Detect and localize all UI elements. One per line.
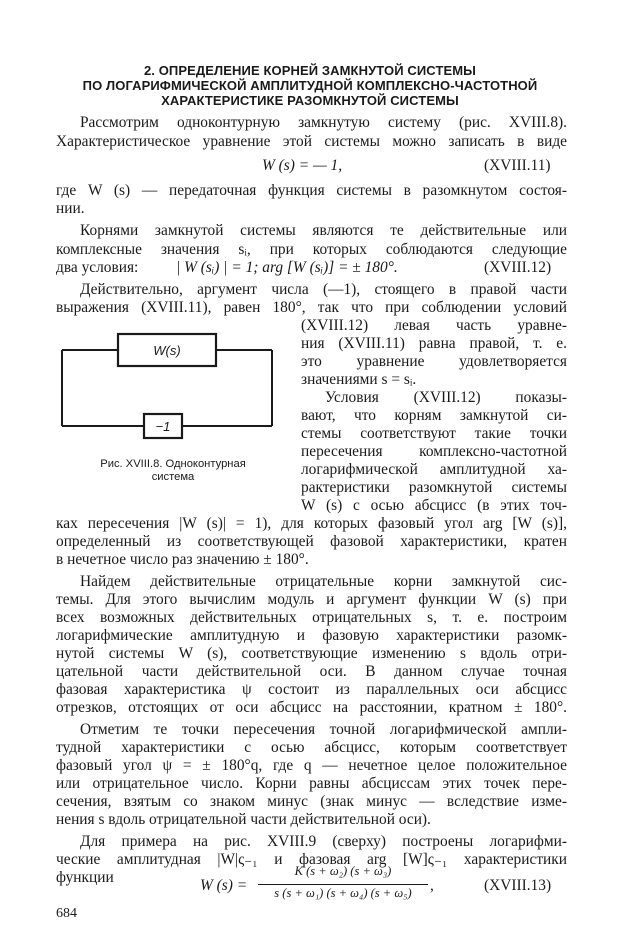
paragraph-line: ния (XVIII.11) равна правой, т. е.: [301, 335, 567, 352]
paragraph-line: в нечетное число раз значению ± 180°.: [56, 551, 309, 568]
equation-comma: ,: [430, 877, 434, 894]
section-heading-line-3: ХАРАКТЕРИСТИКЕ РАЗОМКНУТОЙ СИСТЕМЫ: [161, 93, 459, 108]
paragraph-line: Рассмотрим одноконтурную замкнутую систему (рис. XVIII.8).: [80, 114, 567, 131]
equation-denominator: s (s + ω₁) (s + ω₄) (s + ω₅): [274, 886, 412, 900]
paragraph-line: или отрицательное число. Корни равны абсциссам этих точек пере-: [56, 775, 567, 792]
equation-numerator: K (s + ω₂) (s + ω₃): [294, 864, 392, 878]
paragraph-line: фазовая характеристика ψ состоит из параллельных оси абсцисс: [56, 681, 567, 698]
figure-caption: система: [151, 471, 195, 483]
block-diagram: [56, 322, 296, 454]
equation-label: (XVIII.13): [484, 877, 552, 894]
paragraph-line: фазовый угол ψ = ± 180°q, где q — нечетное целое положительное: [56, 757, 567, 774]
paragraph-line: где W (s) — передаточная функция системы в разомкнутом состоя-: [56, 182, 567, 199]
equation-label: (XVIII.12): [484, 259, 552, 276]
paragraph-line: сечения, взятым со знаком минус (знак минус — вследствие изме-: [56, 793, 567, 810]
figure-caption: Рис. XVIII.8. Одноконтурная: [100, 458, 246, 470]
paragraph-line: нения s вдоль отрицательной части действительной оси).: [56, 811, 431, 828]
paragraph-line: Для примера на рис. XVIII.9 (сверху) построены логарифми-: [80, 833, 567, 850]
paragraph-line: два условия:: [56, 259, 139, 276]
paragraph-line: стемы соответствуют такие точки: [301, 425, 567, 442]
paragraph-line: цательной части действительной оси. В данном случае точная: [56, 663, 567, 680]
equation-xviii-12: | W (sᵢ) | = 1; arg [W (sᵢ)] = ± 180°.: [176, 259, 398, 276]
fraction-bar: [258, 884, 428, 885]
equation-lhs: W (s) =: [200, 877, 248, 894]
paragraph-line: Корнями замкнутой системы являются те действительные или: [80, 222, 567, 239]
equation-xviii-11: W (s) = — 1,: [262, 157, 343, 174]
paragraph-line: выражения (XVIII.11), равен 180°, так что при соблюдении условий: [56, 299, 567, 316]
forward-block-label: W(s): [153, 343, 181, 358]
paragraph-line: функции: [56, 869, 114, 886]
paragraph-line: тудной характеристики с осью абсцисс, которым соответствует: [56, 739, 567, 756]
paragraph-line: отрезков, отстоящих от оси абсцисс на расстоянии, кратном ± 180°.: [56, 699, 567, 716]
paragraph-line: всех возможных действительных отрицательных s, т. е. построим: [56, 609, 567, 626]
paragraph-line: ческие амплитудная |W|ς₋₁ и фазовая arg [W]ς₋₁ характеристики: [56, 851, 567, 868]
paragraph-line: темы. Для этого вычислим модуль и аргумент функции W (s) при: [56, 591, 567, 608]
paragraph-line: ках пересечения |W (s)| = 1), для которых фазовый угол arg [W (s)],: [56, 515, 567, 532]
paragraph-line: Найдем действительные отрицательные корни замкнутой сис-: [80, 573, 567, 590]
paragraph-line: определенный из соответствующей фазовой характеристики, кратен: [56, 533, 567, 550]
paragraph-line: Характеристическое уравнение этой системы можно записать в виде: [56, 133, 567, 150]
equation-label: (XVIII.11): [484, 157, 551, 174]
paragraph-line: значениями s = sᵢ.: [301, 371, 417, 388]
paragraph-line: логарифмические амплитудную и фазовую характеристики разомк-: [56, 627, 567, 644]
paragraph-line: вают, что корням замкнутой си-: [301, 407, 567, 424]
section-heading-line-1: 2. ОПРЕДЕЛЕНИЕ КОРНЕЙ ЗАМКНУТОЙ СИСТЕМЫ: [143, 63, 477, 78]
paragraph-line: Действительно, аргумент числа (—1), стоящего в правой части: [80, 281, 567, 298]
feedback-block-label: −1: [155, 419, 171, 434]
paragraph-line: Отметим те точки пересечения точной логарифмической ампли-: [80, 721, 567, 738]
paragraph-line: W (s) с осью абсцисс (в этих точ-: [301, 497, 567, 514]
paragraph-line: рактеристики разомкнутой системы: [301, 479, 567, 496]
page-number: 684: [56, 906, 77, 921]
paragraph-line: (XVIII.12) левая часть уравне-: [301, 317, 567, 334]
section-heading-line-2: ПО ЛОГАРИФМИЧЕСКОЙ АМПЛИТУДНОЙ КОМПЛЕКСНО-ЧАСТОТНОЙ: [82, 78, 538, 93]
paragraph-line: нии.: [56, 200, 85, 217]
paragraph-line: это уравнение удовлетворяется: [301, 353, 567, 370]
paragraph-line: Условия (XVIII.12) показы-: [325, 389, 567, 406]
paragraph-line: комплексные значения sᵢ, при которых соблюдаются следующие: [56, 241, 567, 258]
paragraph-line: пересечения комплексно-частотной: [301, 443, 567, 460]
paragraph-line: нутой системы W (s), соответствующие изменению s вдоль отри-: [56, 645, 567, 662]
paragraph-line: логарифмической амплитудной ха-: [301, 461, 567, 478]
